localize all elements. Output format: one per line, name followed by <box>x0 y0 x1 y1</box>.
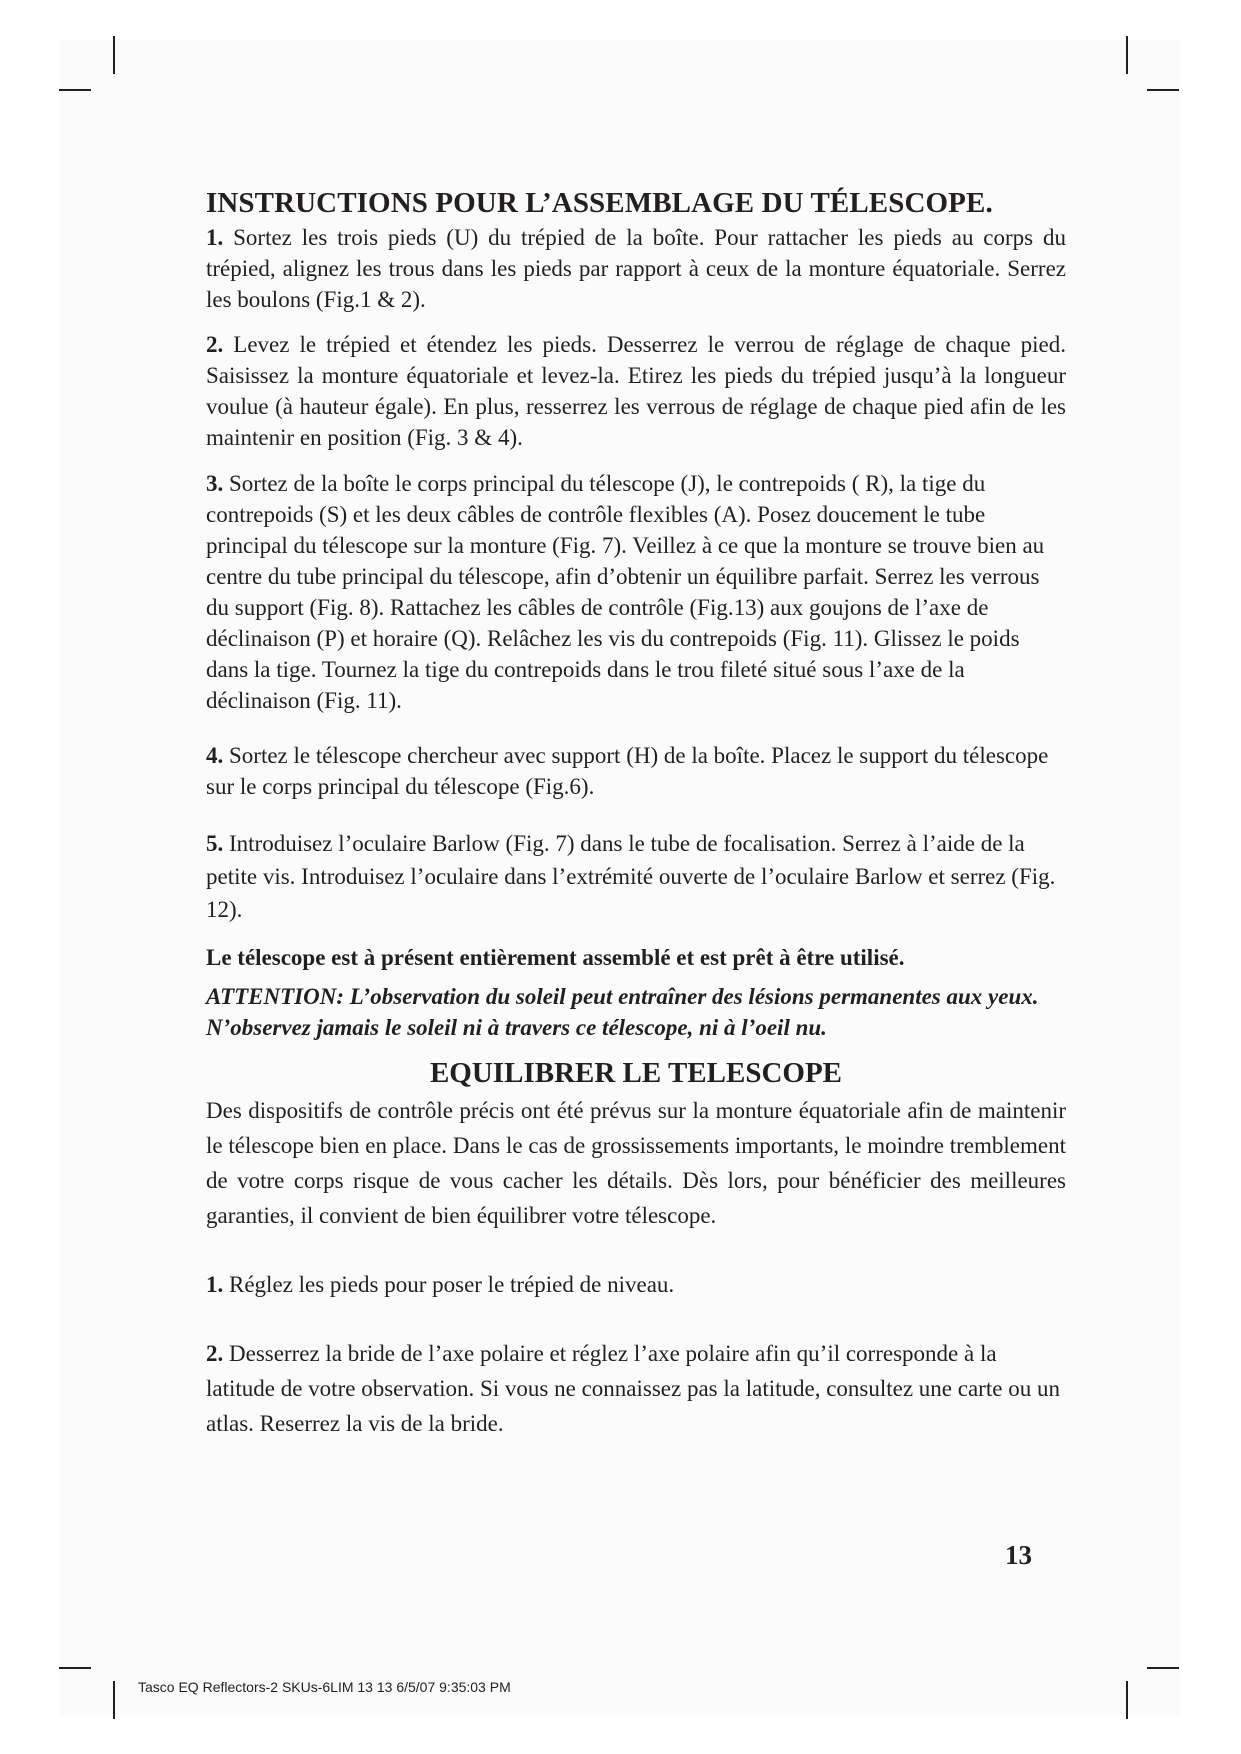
assembly-step-2 <box>206 329 1066 453</box>
step-text: Réglez les pieds pour poser le trépied de niveau. <box>223 1272 675 1297</box>
assembly-step-3 <box>206 468 1066 716</box>
step-number: 3. <box>206 471 224 496</box>
balance-section-title: EQUILIBRER LE TELESCOPE <box>429 1057 843 1089</box>
balance-step-2 <box>206 1336 1066 1441</box>
page-content <box>206 184 1066 1441</box>
print-slug: Tasco EQ Reflectors-2 SKUs-6LIM 13 13 6/5/07 9:35:03 PM <box>138 1679 511 1695</box>
crop-mark-bottom-left-vertical <box>113 1681 115 1719</box>
crop-mark-top-right-vertical <box>1126 36 1128 74</box>
page-title: INSTRUCTIONS POUR L’ASSEMBLAGE DU TÉLESCOPE. <box>206 187 993 219</box>
step-text: Levez le trépied et étendez les pieds. Desserrez le verrou de réglage de chaque pied. Saisissez la monture équatoriale et levez-la. Etirez les pieds du trépied jusqu’à la longueur voulue (à hauteur égale). En plus, resserrez les verrous de réglage de chaque pied afin de les maintenir en position (Fig. 3 & 4). <box>206 332 1066 450</box>
sun-warning: ATTENTION: L’observation du soleil peut entraîner des lésions permanentes aux yeux. N’observez jamais le soleil ni à travers ce télescope, ni à l’oeil nu. <box>206 984 1039 1040</box>
assembly-step-4 <box>206 740 1066 802</box>
step-text: Desserrez la bride de l’axe polaire et réglez l’axe polaire afin qu’il corresponde à la latitude de votre observation. Si vous ne connaissez pas la latitude, consultez une carte ou un atlas. Reserrez la vis de la bride. <box>206 1341 1060 1436</box>
crop-mark-top-left-horizontal <box>59 89 91 91</box>
step-number: 1. <box>206 225 224 250</box>
crop-mark-bottom-left-horizontal <box>59 1667 91 1669</box>
crop-mark-bottom-right-vertical <box>1126 1681 1128 1719</box>
step-text: Introduisez l’oculaire Barlow (Fig. 7) dans le tube de focalisation. Serrez à l’aide de la petite vis. Introduisez l’oculaire dans l’extrémité ouverte de l’oculaire Barlow et serrez (Fig. 12). <box>206 831 1056 922</box>
crop-mark-top-left-vertical <box>113 36 115 74</box>
assembly-step-5 <box>206 827 1066 926</box>
assembly-step-1 <box>206 222 1066 315</box>
step-number: 4. <box>206 743 224 768</box>
balance-intro: Des dispositifs de contrôle précis ont été prévus sur la monture équatoriale afin de maintenir le télescope bien en place. Dans le cas de grossissements importants, le moindre tremblement de votre corps risque de vous cacher les détails. Dès lors, pour bénéficier des meilleures garanties, il convient de bien équilibrer votre télescope. <box>206 1098 1066 1228</box>
crop-mark-bottom-right-horizontal <box>1147 1667 1179 1669</box>
step-text: Sortez le télescope chercheur avec support (H) de la boîte. Placez le support du télescope sur le corps principal du télescope (Fig.6). <box>206 743 1049 799</box>
step-number: 2. <box>206 332 224 357</box>
step-text: Sortez les trois pieds (U) du trépied de la boîte. Pour rattacher les pieds au corps du trépied, alignez les trous dans les pieds par rapport à ceux de la monture équatoriale. Serrez les boulons (Fig.1 & 2). <box>206 225 1066 312</box>
crop-mark-top-right-horizontal <box>1147 89 1179 91</box>
page-number: 13 <box>1005 1540 1032 1570</box>
balance-step-1 <box>206 1269 1066 1300</box>
ready-note: Le télescope est à présent entièrement assemblé et est prêt à être utilisé. <box>206 945 905 970</box>
step-number: 2. <box>206 1341 224 1366</box>
step-number: 5. <box>206 831 224 856</box>
step-text: Sortez de la boîte le corps principal du télescope (J), le contrepoids ( R), la tige du contrepoids (S) et les deux câbles de contrôle flexibles (A). Posez doucement le tube principal du télescope sur la monture (Fig. 7). Veillez à ce que la monture se trouve bien au centre du tube principal du télescope, afin d’obtenir un équilibre parfait. Serrez les verrous du support (Fig. 8). Rattachez les câbles de contrôle (Fig.13) aux goujons de l’axe de déclinaison (P) et horaire (Q). Relâchez les vis du contrepoids (Fig. 11). Glissez le poids dans la tige. Tournez la tige du contrepoids dans le trou fileté situé sous l’axe de la déclinaison (Fig. 11). <box>206 471 1045 713</box>
step-number: 1. <box>206 1272 224 1297</box>
